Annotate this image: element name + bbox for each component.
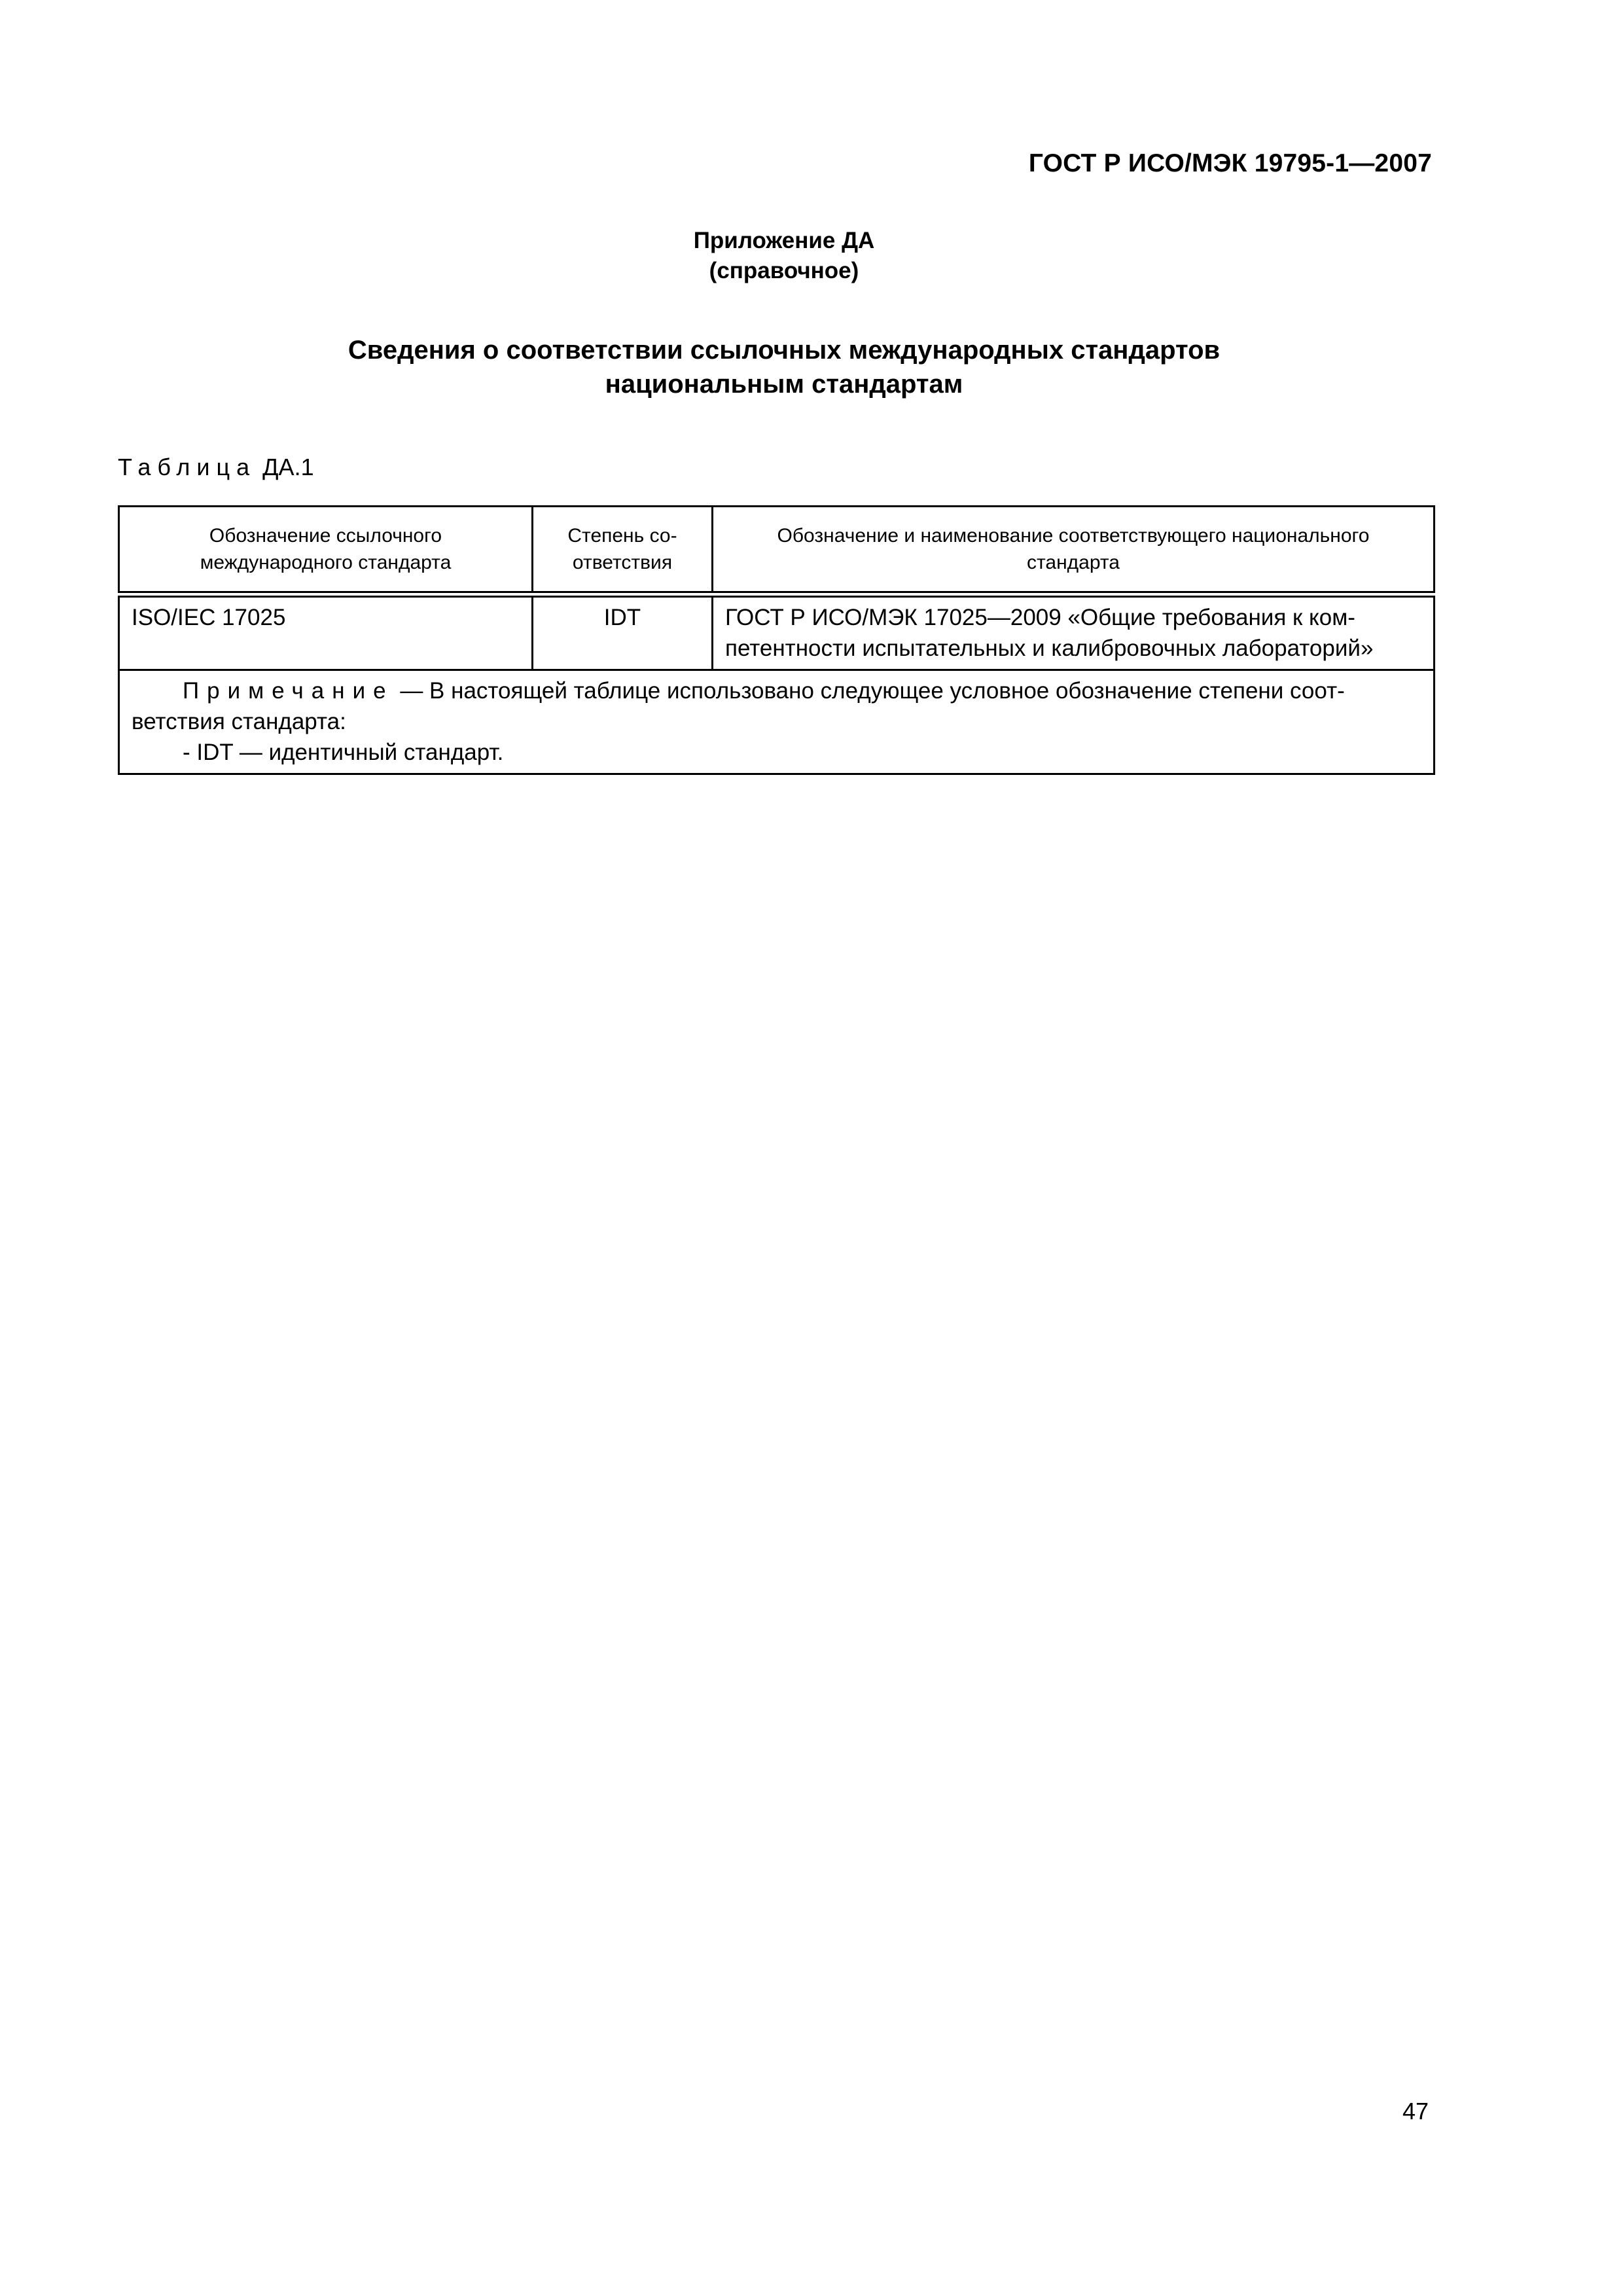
table-note-row [119,670,1435,774]
document-code: ГОСТ Р ИСО/МЭК 19795-1—2007 [1028,149,1432,177]
table-row [119,594,1435,670]
cell-degree: IDT [533,594,713,670]
annex-type: (справочное) [709,258,859,283]
header-national-line1: Обозначение и наименование соответствующего национального [777,525,1370,547]
header-degree-line1: Степень со- [567,525,677,547]
header-national-standard [713,507,1435,595]
table-caption [118,454,314,481]
header-degree [533,507,713,595]
section-title-line2: национальным стандартам [605,370,963,399]
table-caption-number: ДА.1 [262,454,314,480]
table-container [118,505,1433,775]
header-intl-line1: Обозначение ссылочного [209,525,442,547]
note-line1 [132,675,1421,706]
annex-heading [0,226,1568,286]
note-text-line1: — В настоящей таблице использовано следующее условное обозначение степени соот- [393,678,1345,704]
annex-title: Приложение ДА [693,228,875,253]
section-title [0,333,1568,401]
header-intl-standard [119,507,533,595]
cell-intl-standard: ISO/IEC 17025 [119,594,533,670]
section-title-line1: Сведения о соответствии ссылочных международных стандартов [348,336,1221,365]
table-caption-label: Таблица [118,454,257,480]
table-note [119,670,1435,774]
note-label: Примечание [183,678,394,704]
header-degree-line2: ответствия [572,552,673,573]
table-header-row [119,507,1435,595]
note-text-line2: ветствия стандарта: [132,709,346,734]
cell-national-line1: ГОСТ Р ИСО/МЭК 17025—2009 «Общие требования к ком- [725,605,1355,630]
cell-national-line2: петентности испытательных и калибровочных лабораторий» [725,636,1374,661]
cell-national-standard [713,594,1435,670]
reference-standards-table [118,505,1435,775]
note-item: - IDT — идентичный стандарт. [183,740,504,765]
header-national-line2: стандарта [1027,552,1120,573]
header-intl-line2: международного стандарта [200,552,452,573]
page-number: 47 [1402,2098,1429,2125]
